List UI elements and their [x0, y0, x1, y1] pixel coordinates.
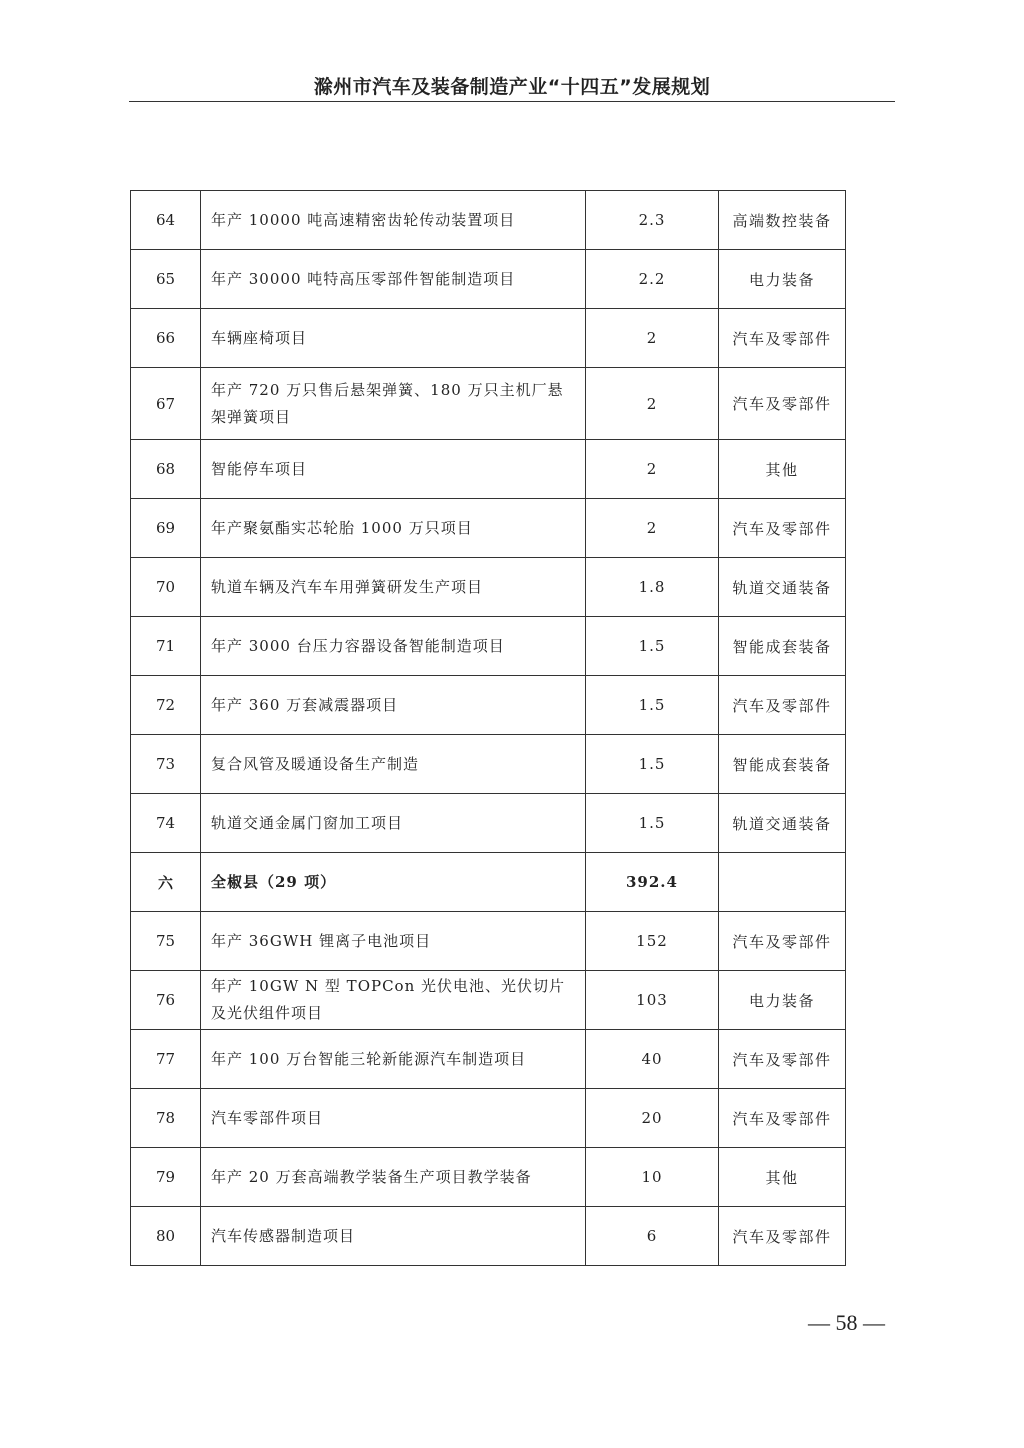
section-number: 六	[131, 853, 201, 912]
table-row	[131, 794, 846, 853]
row-number: 73	[131, 735, 201, 794]
investment-value: 2.3	[586, 191, 719, 250]
table-row	[131, 971, 846, 1030]
investment-value: 1.5	[586, 617, 719, 676]
project-category: 汽车及零部件	[719, 1089, 846, 1148]
project-category: 汽车及零部件	[719, 1030, 846, 1089]
project-name: 年产 20 万套高端教学装备生产项目教学装备	[201, 1148, 586, 1207]
investment-value: 1.5	[586, 794, 719, 853]
investment-value: 6	[586, 1207, 719, 1266]
project-name: 年产 720 万只售后悬架弹簧、180 万只主机厂悬架弹簧项目	[201, 368, 586, 440]
project-name: 年产 100 万台智能三轮新能源汽车制造项目	[201, 1030, 586, 1089]
table-row	[131, 912, 846, 971]
project-category: 轨道交通装备	[719, 794, 846, 853]
table-row	[131, 735, 846, 794]
table-row	[131, 499, 846, 558]
table-row	[131, 250, 846, 309]
project-category: 智能成套装备	[719, 735, 846, 794]
section-investment-total: 392.4	[586, 853, 719, 912]
row-number: 70	[131, 558, 201, 617]
project-category: 汽车及零部件	[719, 309, 846, 368]
project-name: 年产 360 万套减震器项目	[201, 676, 586, 735]
row-number: 77	[131, 1030, 201, 1089]
project-name: 年产 3000 台压力容器设备智能制造项目	[201, 617, 586, 676]
row-number: 67	[131, 368, 201, 440]
investment-value: 152	[586, 912, 719, 971]
project-category: 其他	[719, 1148, 846, 1207]
project-category: 电力装备	[719, 250, 846, 309]
investment-value: 10	[586, 1148, 719, 1207]
row-number: 80	[131, 1207, 201, 1266]
project-name: 汽车传感器制造项目	[201, 1207, 586, 1266]
project-name: 年产 10GW N 型 TOPCon 光伏电池、光伏切片及光伏组件项目	[201, 971, 586, 1030]
project-category: 汽车及零部件	[719, 499, 846, 558]
page-header-title: 滁州市汽车及装备制造产业“十四五”发展规划	[313, 76, 711, 98]
project-category: 汽车及零部件	[719, 676, 846, 735]
investment-value: 20	[586, 1089, 719, 1148]
section-row	[131, 853, 846, 912]
row-number: 64	[131, 191, 201, 250]
investment-value: 103	[586, 971, 719, 1030]
project-category: 智能成套装备	[719, 617, 846, 676]
investment-value: 2.2	[586, 250, 719, 309]
section-category	[719, 853, 846, 912]
project-name: 轨道车辆及汽车车用弹簧研发生产项目	[201, 558, 586, 617]
investment-value: 2	[586, 309, 719, 368]
table-row	[131, 1148, 846, 1207]
table-row	[131, 1207, 846, 1266]
row-number: 76	[131, 971, 201, 1030]
project-name: 复合风管及暖通设备生产制造	[201, 735, 586, 794]
investment-value: 1.8	[586, 558, 719, 617]
project-category: 汽车及零部件	[719, 1207, 846, 1266]
row-number: 72	[131, 676, 201, 735]
investment-value: 1.5	[586, 676, 719, 735]
investment-value: 2	[586, 440, 719, 499]
table-row	[131, 191, 846, 250]
project-category: 轨道交通装备	[719, 558, 846, 617]
table-row	[131, 309, 846, 368]
investment-value: 40	[586, 1030, 719, 1089]
project-category: 汽车及零部件	[719, 368, 846, 440]
table-row	[131, 676, 846, 735]
project-name: 年产 36GWH 锂离子电池项目	[201, 912, 586, 971]
table-row	[131, 1089, 846, 1148]
row-number: 66	[131, 309, 201, 368]
investment-value: 2	[586, 368, 719, 440]
investment-value: 2	[586, 499, 719, 558]
project-table	[130, 190, 846, 1266]
project-name: 智能停车项目	[201, 440, 586, 499]
project-category: 高端数控装备	[719, 191, 846, 250]
table-row	[131, 617, 846, 676]
project-name: 车辆座椅项目	[201, 309, 586, 368]
row-number: 78	[131, 1089, 201, 1148]
page-number: — 58 —	[808, 1310, 885, 1335]
project-category: 其他	[719, 440, 846, 499]
table-row	[131, 368, 846, 440]
project-category: 汽车及零部件	[719, 912, 846, 971]
project-name: 年产聚氨酯实芯轮胎 1000 万只项目	[201, 499, 586, 558]
project-category: 电力装备	[719, 971, 846, 1030]
project-name: 年产 10000 吨高速精密齿轮传动装置项目	[201, 191, 586, 250]
row-number: 65	[131, 250, 201, 309]
table-row	[131, 440, 846, 499]
investment-value: 1.5	[586, 735, 719, 794]
project-name: 年产 30000 吨特高压零部件智能制造项目	[201, 250, 586, 309]
table-row	[131, 558, 846, 617]
project-name: 汽车零部件项目	[201, 1089, 586, 1148]
project-name: 轨道交通金属门窗加工项目	[201, 794, 586, 853]
table-row	[131, 1030, 846, 1089]
row-number: 75	[131, 912, 201, 971]
row-number: 74	[131, 794, 201, 853]
header-rule	[129, 101, 895, 102]
row-number: 71	[131, 617, 201, 676]
row-number: 69	[131, 499, 201, 558]
row-number: 68	[131, 440, 201, 499]
section-name: 全椒县（29 项）	[201, 853, 586, 912]
row-number: 79	[131, 1148, 201, 1207]
